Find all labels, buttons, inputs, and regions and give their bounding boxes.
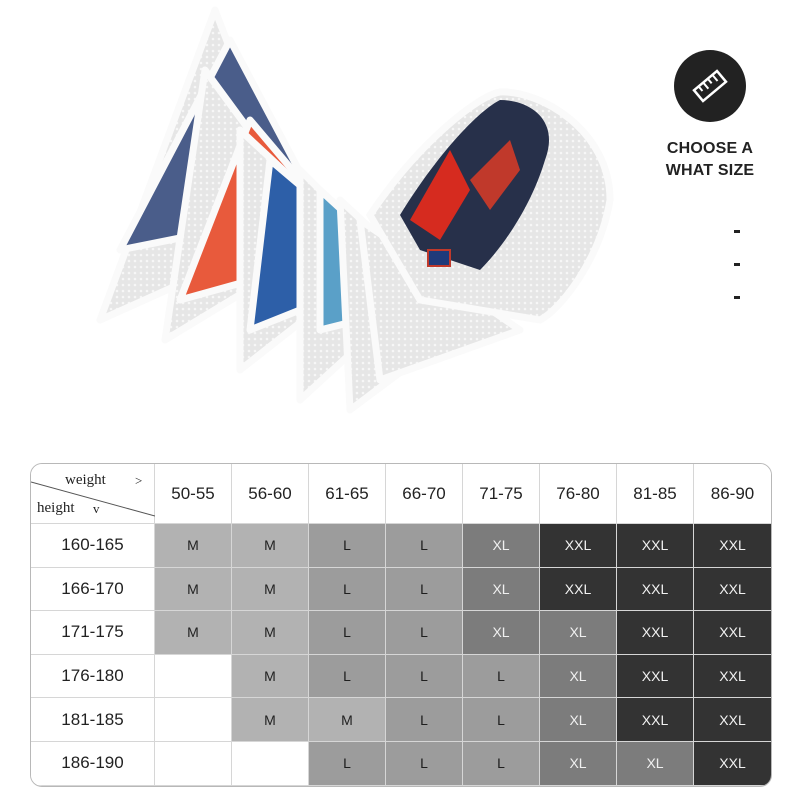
- size-cell: XL: [617, 742, 694, 786]
- size-cell: XL: [463, 568, 540, 612]
- weight-header: 61-65: [309, 464, 386, 524]
- size-cell: L: [386, 568, 463, 612]
- size-cell: L: [309, 742, 386, 786]
- weight-header: 56-60: [232, 464, 309, 524]
- size-cell: [155, 655, 232, 699]
- size-cell: XXL: [694, 524, 771, 568]
- size-cell: XL: [463, 611, 540, 655]
- height-row-header: 186-190: [31, 742, 155, 786]
- size-cell: [155, 742, 232, 786]
- weight-header: 71-75: [463, 464, 540, 524]
- bullet-dash: [734, 230, 740, 233]
- product-photo: [0, 0, 620, 430]
- size-cell: M: [232, 568, 309, 612]
- choose-size-line1: CHOOSE A: [666, 140, 754, 157]
- size-cell: M: [155, 611, 232, 655]
- size-cell: L: [309, 611, 386, 655]
- size-cell: XL: [540, 742, 617, 786]
- size-cell: L: [463, 698, 540, 742]
- size-guide-caption: [630, 50, 790, 299]
- height-row-header: 176-180: [31, 655, 155, 699]
- weight-axis-label: weight: [65, 472, 106, 488]
- size-cell: XXL: [617, 698, 694, 742]
- size-cell: L: [386, 524, 463, 568]
- height-axis-label: height: [37, 500, 75, 516]
- size-cell: L: [309, 655, 386, 699]
- height-row-header: 160-165: [31, 524, 155, 568]
- size-cell: M: [309, 698, 386, 742]
- weight-header: 66-70: [386, 464, 463, 524]
- size-cell: M: [155, 568, 232, 612]
- choose-size-heading: [630, 138, 790, 182]
- size-cell: XXL: [694, 568, 771, 612]
- size-cell: M: [232, 524, 309, 568]
- size-cell: M: [155, 524, 232, 568]
- size-cell: L: [386, 611, 463, 655]
- weight-header: 76-80: [540, 464, 617, 524]
- size-cell: XXL: [617, 568, 694, 612]
- size-cell: XXL: [540, 524, 617, 568]
- choose-size-line2: WHAT SIZE: [665, 162, 755, 179]
- weight-axis-arrow: >: [135, 473, 143, 488]
- weight-header: 50-55: [155, 464, 232, 524]
- size-cell: L: [386, 742, 463, 786]
- size-cell: XL: [540, 698, 617, 742]
- size-cell: XXL: [694, 698, 771, 742]
- height-row-header: 171-175: [31, 611, 155, 655]
- size-cell: M: [232, 611, 309, 655]
- weight-header: 86-90: [694, 464, 771, 524]
- height-axis-arrow: v: [93, 501, 100, 516]
- size-cell: M: [232, 698, 309, 742]
- size-cell: XXL: [617, 611, 694, 655]
- size-cell: L: [463, 655, 540, 699]
- size-cell: XL: [463, 524, 540, 568]
- height-row-header: 166-170: [31, 568, 155, 612]
- height-row-header: 181-185: [31, 698, 155, 742]
- size-cell: [155, 698, 232, 742]
- size-cell: XXL: [540, 568, 617, 612]
- size-cell: XXL: [617, 655, 694, 699]
- size-cell: L: [309, 568, 386, 612]
- size-cell: L: [386, 698, 463, 742]
- size-cell: XXL: [694, 611, 771, 655]
- size-cell: [232, 742, 309, 786]
- size-cell: XL: [540, 655, 617, 699]
- size-cell: L: [386, 655, 463, 699]
- bullet-dash: [734, 263, 740, 266]
- size-cell: L: [309, 524, 386, 568]
- bullet-dash: [734, 296, 740, 299]
- size-cell: XXL: [694, 742, 771, 786]
- size-cell: XL: [540, 611, 617, 655]
- weight-header: 81-85: [617, 464, 694, 524]
- size-chart-table: [30, 463, 772, 787]
- ruler-icon: [674, 50, 746, 122]
- table-corner-header: [31, 464, 155, 524]
- size-cell: M: [232, 655, 309, 699]
- size-cell: XXL: [617, 524, 694, 568]
- size-cell: XXL: [694, 655, 771, 699]
- size-cell: L: [463, 742, 540, 786]
